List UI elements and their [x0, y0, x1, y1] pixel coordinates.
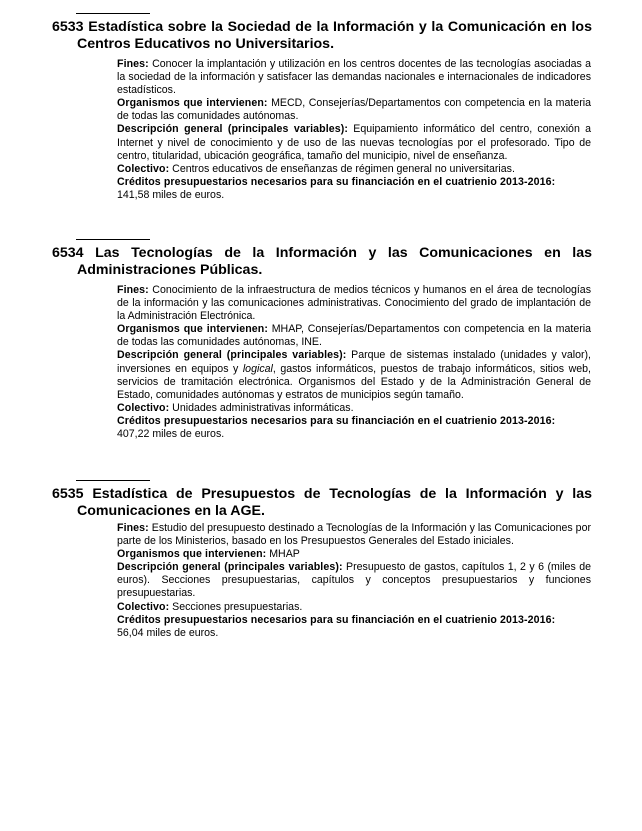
fines-paragraph [117, 284, 591, 323]
entry-heading [52, 245, 592, 279]
creditos-amount: 141,58 miles de euros. [117, 188, 225, 201]
descripcion-italic-term: logical [242, 362, 273, 375]
entry-body [117, 284, 591, 441]
creditos-paragraph [117, 415, 591, 441]
entry-heading [52, 486, 592, 520]
fines-text: Estudio del presupuesto destinado a Tecnologías de la Información y las Comunicaciones por parte de los Ministerios, basado en los Presupuestos Generales del Estado iniciales. [117, 522, 591, 548]
entry-body [117, 522, 591, 640]
fines-paragraph [117, 58, 591, 97]
entry-number: 6535 [52, 486, 84, 502]
entry-heading [52, 19, 592, 53]
organismos-label: Organismos que intervienen: [117, 548, 267, 561]
separator-rule [76, 13, 150, 14]
descripcion-label: Descripción general (principales variables): [117, 561, 343, 574]
colectivo-text: Secciones presupuestarias. [172, 600, 303, 613]
descripcion-text-cont: , gastos informáticos, puestos de trabajo informáticos, sitios web, servicios de tramitación electrónica. Organismos del Estado y de la Administración General de Estado, comunidades autónomas y estratos de municipios según tamaño. [117, 362, 591, 401]
descripcion-text: Equipamiento informático del centro, conexión a Internet y nivel de conocimiento y de uso de las nuevas tecnologías por el profesorado. Tipo de centro, titularidad, ubicación geográfica, tamaño del municipio, nivel de enseñanza. [117, 123, 591, 162]
organismos-text: MHAP, Consejerías/Departamentos con competencia en la materia de todas las comunidades autónomas, INE. [117, 323, 591, 349]
fines-label: Fines: [117, 522, 149, 534]
creditos-label: Créditos presupuestarios necesarios para su financiación en el cuatrienio 2013-2016: [117, 414, 556, 427]
entry-title: Las Tecnologías de la Información y las Comunicaciones en las Administraciones Públicas. [77, 245, 592, 278]
fines-label: Fines: [117, 58, 149, 70]
creditos-label: Créditos presupuestarios necesarios para su financiación en el cuatrienio 2013-2016: [117, 613, 556, 626]
organismos-text: MECD, Consejerías/Departamentos con competencia en la materia de todas las comunidades autónomas. [117, 97, 591, 123]
entry-number: 6534 [52, 245, 84, 261]
descripcion-paragraph [117, 123, 591, 162]
descripcion-paragraph [117, 561, 591, 600]
fines-text: Conocimiento de la infraestructura de medios técnicos y humanos en el área de tecnologías de la información y las comunicaciones administrativas. Conocimiento del grado de implantación de la Administración Electrónica. [117, 284, 591, 323]
descripcion-label: Descripción general (principales variables): [117, 123, 348, 136]
creditos-label: Créditos presupuestarios necesarios para su financiación en el cuatrienio 2013-2016: [117, 175, 556, 188]
descripcion-text: Presupuesto de gastos, capítulos 1, 2 y 6 (miles de euros). Secciones presupuestarias, capítulos y conceptos presupuestarios y funciones presupuestarias. [117, 561, 591, 600]
colectivo-text: Centros educativos de enseñanzas de régimen general no universitarias. [172, 162, 515, 175]
colectivo-label: Colectivo: [117, 162, 170, 175]
creditos-amount: 407,22 miles de euros. [117, 428, 225, 441]
organismos-paragraph [117, 97, 591, 123]
organismos-text: MHAP [269, 548, 300, 561]
separator-rule [76, 239, 150, 240]
colectivo-paragraph [117, 601, 591, 614]
descripcion-paragraph [117, 349, 591, 401]
organismos-label: Organismos que intervienen: [117, 323, 268, 336]
entry-title: Estadística de Presupuestos de Tecnologías de la Información y las Comunicaciones en la AGE. [77, 486, 592, 519]
creditos-amount: 56,04 miles de euros. [117, 626, 219, 639]
organismos-label: Organismos que intervienen: [117, 97, 268, 110]
descripcion-text: Parque de sistemas instalado (unidades y valor), inversiones en equipos y [117, 349, 591, 375]
organismos-paragraph [117, 548, 591, 561]
fines-paragraph [117, 522, 591, 548]
colectivo-paragraph [117, 163, 591, 176]
colectivo-paragraph [117, 402, 591, 415]
descripcion-label: Descripción general (principales variables): [117, 349, 347, 362]
fines-label: Fines: [117, 284, 149, 296]
creditos-paragraph [117, 614, 591, 640]
entry-number: 6533 [52, 19, 84, 35]
separator-rule [76, 480, 150, 481]
entry-title: Estadística sobre la Sociedad de la Información y la Comunicación en los Centros Educativos no Universitarios. [77, 19, 592, 52]
organismos-paragraph [117, 323, 591, 349]
colectivo-label: Colectivo: [117, 600, 170, 613]
colectivo-text: Unidades administrativas informáticas. [172, 401, 354, 414]
fines-text: Conocer la implantación y utilización en los centros docentes de las tecnologías asociadas a la sociedad de la información y satisfacer las demandas nacionales e internacionales de indicadores estadísticos. [117, 58, 591, 97]
creditos-paragraph [117, 176, 591, 202]
entry-body [117, 58, 591, 202]
colectivo-label: Colectivo: [117, 401, 170, 414]
